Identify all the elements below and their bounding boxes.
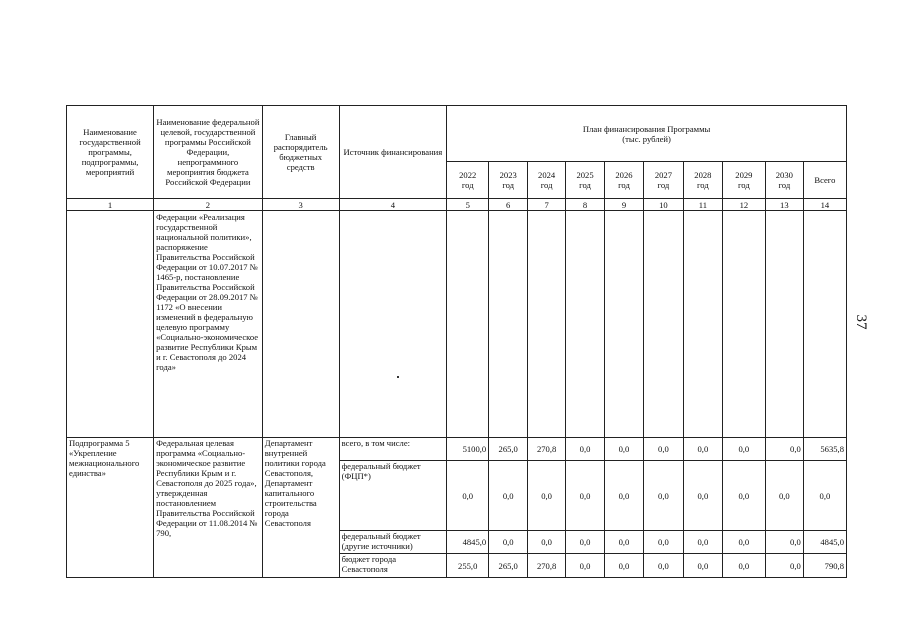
page-number: 37 — [853, 314, 869, 330]
value-cell: 0,0 — [605, 531, 644, 554]
value-cell: 270,8 — [528, 438, 566, 461]
value-cell: 0,0 — [765, 531, 803, 554]
value-cell: 0,0 — [643, 438, 683, 461]
total-cell: 4845,0 — [803, 531, 846, 554]
value-cell: 0,0 — [605, 461, 644, 531]
source-cell: всего, в том числе: — [339, 438, 447, 461]
header-total: Всего — [803, 162, 846, 199]
value-cell: 0,0 — [447, 461, 489, 531]
header-year: 2027 год — [643, 162, 683, 199]
value-cell: 270,8 — [528, 554, 566, 578]
subprogram-federal-program: Федеральная целевая программа «Социально-экономическое развитие Республики Крым и г. Севастополя до 2025 года», утвержденная постановлением Правительства Российской Федерации от 11.08.2014 № 790, — [154, 438, 263, 578]
column-number: 4 — [339, 199, 447, 211]
source-cell: федеральный бюджет (другие источники) — [339, 531, 447, 554]
value-cell: 0,0 — [605, 554, 644, 578]
value-cell: 0,0 — [683, 554, 722, 578]
column-number-row — [67, 199, 847, 211]
value-cell: 265,0 — [489, 438, 528, 461]
subprogram-name: Подпрограмма 5 «Укрепление межнационального единства» — [67, 438, 154, 578]
column-number: 10 — [643, 199, 683, 211]
header-source: Источник финансирования — [339, 106, 447, 199]
source-cell: федеральный бюджет (ФЦП*) — [339, 461, 447, 531]
value-cell: 0,0 — [489, 531, 528, 554]
continuation-row — [67, 211, 847, 438]
value-cell: 0,0 — [765, 438, 803, 461]
header-administrator: Главный распорядитель бюджетных средств — [262, 106, 339, 199]
header-year: 2024 год — [528, 162, 566, 199]
column-number: 8 — [566, 199, 605, 211]
header-year: 2023 год — [489, 162, 528, 199]
financing-table — [66, 105, 847, 578]
header-year: 2025 год — [566, 162, 605, 199]
column-number: 9 — [605, 199, 644, 211]
header-year: 2030 год — [765, 162, 803, 199]
column-number: 3 — [262, 199, 339, 211]
value-cell: 0,0 — [566, 531, 605, 554]
table-row — [67, 438, 847, 461]
source-cell: бюджет города Севастополя — [339, 554, 447, 578]
value-cell: 0,0 — [683, 531, 722, 554]
value-cell: 0,0 — [643, 461, 683, 531]
total-cell: 5635,8 — [803, 438, 846, 461]
column-number: 13 — [765, 199, 803, 211]
header-year: 2022 год — [447, 162, 489, 199]
total-cell: 0,0 — [803, 461, 846, 531]
value-cell: 0,0 — [765, 461, 803, 531]
value-cell: 0,0 — [683, 461, 722, 531]
value-cell: 0,0 — [722, 461, 765, 531]
continuation-text: Федерации «Реализация государственной национальной политики», распоряжение Правительства Российской Федерации от 10.07.2017 № 1465-р, постановление Правительства Российской Федерации от 28.09.2017 № 1172 «О внесении изменений в федеральную целевую программу «Социально-экономическое развитие Республики Крым и г. Севастополя до 2024 года» — [154, 211, 263, 438]
column-number: 11 — [683, 199, 722, 211]
header-federal-program: Наименование федеральной целевой, государственной программы Российской Федерации, непрограммного мероприятия бюджета Российской Федерации — [154, 106, 263, 199]
value-cell: 0,0 — [489, 461, 528, 531]
header-program-name: Наименование государственной программы, подпрограммы, мероприятий — [67, 106, 154, 199]
value-cell: 0,0 — [643, 531, 683, 554]
value-cell: 4845,0 — [447, 531, 489, 554]
value-cell: 0,0 — [566, 461, 605, 531]
column-number: 1 — [67, 199, 154, 211]
value-cell: 0,0 — [722, 438, 765, 461]
column-number: 7 — [528, 199, 566, 211]
value-cell: 0,0 — [643, 554, 683, 578]
value-cell: 0,0 — [765, 554, 803, 578]
value-cell: 5100,0 — [447, 438, 489, 461]
value-cell: 255,0 — [447, 554, 489, 578]
column-number: 14 — [803, 199, 846, 211]
header-year: 2028 год — [683, 162, 722, 199]
header-year: 2026 год — [605, 162, 644, 199]
column-number: 6 — [489, 199, 528, 211]
header-plan: План финансирования Программы (тыс. рублей) — [447, 106, 847, 162]
total-cell: 790,8 — [803, 554, 846, 578]
value-cell: 0,0 — [528, 461, 566, 531]
value-cell: 0,0 — [722, 531, 765, 554]
value-cell: 0,0 — [566, 438, 605, 461]
column-number: 2 — [154, 199, 263, 211]
value-cell: 0,0 — [722, 554, 765, 578]
header-row-1 — [67, 106, 847, 162]
column-number: 5 — [447, 199, 489, 211]
value-cell: 0,0 — [683, 438, 722, 461]
value-cell: 0,0 — [605, 438, 644, 461]
value-cell: 0,0 — [528, 531, 566, 554]
value-cell: 0,0 — [566, 554, 605, 578]
header-year: 2029 год — [722, 162, 765, 199]
value-cell: 265,0 — [489, 554, 528, 578]
subprogram-administrator: Департамент внутренней политики города Севастополя, Департамент капитального строительства города Севастополя — [262, 438, 339, 578]
column-number: 12 — [722, 199, 765, 211]
